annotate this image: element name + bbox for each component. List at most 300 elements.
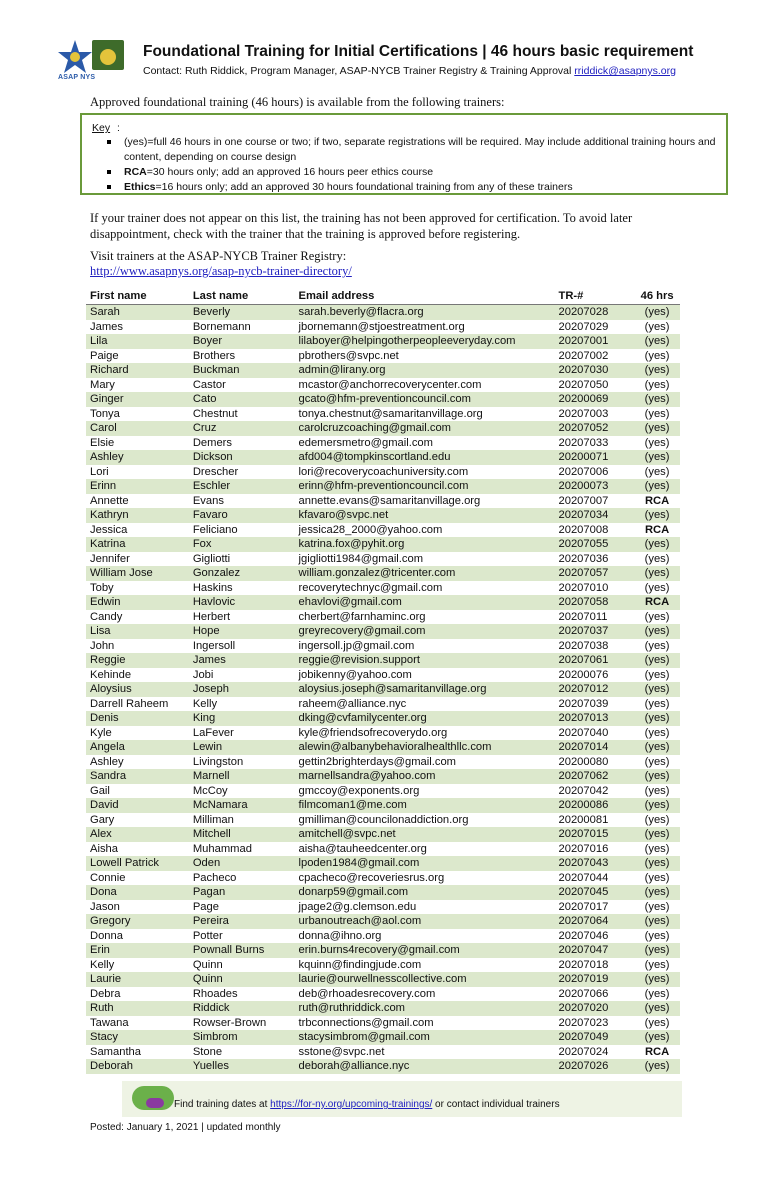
email-cell[interactable]: deb@rhoadesrecovery.com [298,987,436,1000]
first-name-cell: Tawana [90,1016,129,1029]
table-row [86,494,680,509]
last-name-cell: Evans [192,494,224,507]
email-cell[interactable]: alewin@albanybehavioralhealthllc.com [298,741,492,753]
first-name-cell: Erin [90,944,110,956]
hours-cell: (yes) [644,552,670,565]
table-row [86,769,680,784]
table-row [86,1016,680,1031]
email-cell[interactable]: deborah@alliance.nyc [298,1060,410,1072]
table-row [86,697,680,712]
first-name-cell: Sandra [90,770,127,782]
email-cell[interactable]: sstone@svpc.net [298,1045,385,1058]
tr-number-cell: 20207037 [558,625,609,637]
hours-cell: (yes) [644,697,670,710]
key-term: Ethics [124,181,156,193]
footer-banner [122,1081,682,1117]
first-name-cell: Donna [90,929,123,942]
registry-visit [90,249,352,279]
last-name-cell: Ingersoll [192,639,236,652]
last-name-cell: Cato [192,393,217,405]
star-logo-icon [56,38,94,76]
last-name-cell: Chestnut [192,407,238,420]
first-name-cell: Darrell Raheem [90,697,169,710]
hours-cell: (yes) [644,712,670,724]
first-name-cell: Jason [90,900,120,913]
table-row [86,1030,680,1045]
table-row [86,639,680,654]
hours-cell: (yes) [644,393,670,405]
last-name-cell: Bornemann [192,320,251,333]
first-name-cell: Ashley [90,755,124,768]
tr-number-cell: 20207013 [558,712,609,724]
tr-number-cell: 20207002 [558,349,609,362]
for-ny-logo-icon [132,1086,174,1110]
hours-cell: (yes) [644,958,670,971]
email-cell[interactable]: laurie@ourwellnesscollective.com [298,973,467,985]
last-name-cell: Havlovic [192,596,236,608]
hours-cell: (yes) [644,973,670,985]
email-cell[interactable]: aisha@tauheedcenter.org [298,842,427,855]
table-row [86,668,680,683]
table-row [86,624,680,639]
email-cell[interactable]: admin@lirany.org [298,364,386,376]
last-name-cell: Dickson [192,451,233,463]
table-row [86,479,680,494]
tr-number-cell: 20207062 [558,770,609,782]
last-name-cell: Beverly [192,306,231,318]
last-name-cell: Fox [192,538,212,550]
hours-cell: (yes) [644,422,670,434]
first-name-cell: James [90,320,123,333]
tr-number-cell: 20207034 [558,509,609,521]
last-name-cell: Yuelles [192,1060,229,1072]
hours-cell: (yes) [644,668,670,681]
tr-number-cell: 20207047 [558,944,609,956]
footer-text [174,1099,560,1110]
last-name-cell: Pereira [192,915,229,927]
last-name-cell: Boyer [192,335,223,347]
first-name-cell: Debra [90,987,121,1000]
table-row [86,784,680,799]
hours-cell: (yes) [644,436,670,449]
tr-number-cell: 20207014 [558,741,609,753]
first-name-cell: Angela [90,741,125,753]
last-name-cell: Buckman [192,364,240,376]
first-name-cell: Laurie [90,973,122,985]
email-cell[interactable]: lpoden1984@gmail.com [298,857,420,869]
first-name-cell: Lori [90,465,109,478]
last-name-cell: Quinn [192,973,223,985]
table-row [86,972,680,987]
tr-number-cell: 20207064 [558,915,609,927]
key-item-rca: RCA=30 hours only; add an approved 16 hours peer ethics course [124,165,724,180]
first-name-cell: Kyle [90,726,112,739]
tr-number-cell: 20207046 [558,929,609,942]
table-header-row [86,288,680,305]
email-cell[interactable]: donna@ihno.org [298,929,382,942]
hours-cell: (yes) [644,813,670,826]
tr-number-cell: 20200071 [558,451,609,463]
first-name-cell: Richard [90,364,129,376]
hours-cell: (yes) [644,465,670,478]
registry-visit-text: Visit trainers at the ASAP-NYCB Trainer Registry: [90,249,347,263]
tr-number-cell: 20200076 [558,668,609,681]
email-cell[interactable]: cpacheco@recoveriesrus.org [298,871,445,884]
table-row [86,566,680,581]
hours-cell: (yes) [644,828,670,840]
table-row [86,842,680,857]
hours-cell: (yes) [644,987,670,1000]
disclaimer-note: If your trainer does not appear on this list, the training has not been approved for certification. To avoid later disappointment, check with the trainer that the training is approved before registering. [90,211,633,241]
footer-suffix: or contact individual trainers [432,1099,560,1110]
table-row [86,436,680,451]
email-cell[interactable]: william.gonzalez@tricenter.com [298,567,456,579]
key-item-ethics: Ethics=16 hours only; add an approved 30 hours foundational training from any of these trainers [124,180,724,195]
first-name-cell: Sarah [90,306,120,318]
last-name-cell: Favaro [192,509,228,521]
tr-number-cell: 20207057 [558,567,609,579]
hours-cell: (yes) [644,625,670,637]
email-cell[interactable]: marnellsandra@yahoo.com [298,770,436,782]
table-row [86,813,680,828]
trainings-link[interactable]: https://for-ny.org/upcoming-trainings/ [270,1099,433,1110]
email-cell[interactable]: trbconnections@gmail.com [298,1016,434,1029]
first-name-cell: Reggie [90,654,126,666]
table-row [86,987,680,1002]
tr-number-cell: 20207061 [558,654,609,666]
logo-caption: ASAP NYS [58,74,96,81]
email-cell[interactable]: raheem@alliance.nyc [298,697,407,710]
tr-number-cell: 20207001 [558,335,609,347]
hours-cell: (yes) [644,335,670,347]
hours-cell: RCA [644,1045,670,1058]
table-row [86,421,680,436]
tr-number-cell: 20200080 [558,755,609,768]
table-row [86,610,680,625]
nys-seal-icon [92,40,124,70]
first-name-cell: Aisha [90,842,118,855]
email-cell[interactable]: aloysius.joseph@samaritanvillage.org [298,683,487,695]
hours-cell: (yes) [644,320,670,333]
footer-prefix: Find training dates at [174,1099,271,1110]
tr-number-cell: 20207030 [558,364,609,376]
hours-cell: RCA [644,523,670,536]
tr-number-cell: 20207012 [558,683,609,695]
first-name-cell: Kehinde [90,668,132,681]
table-row [86,349,680,364]
hours-cell: (yes) [644,349,670,362]
asap-logo [56,38,128,82]
email-cell[interactable]: ruth@ruthriddick.com [298,1002,405,1014]
last-name-cell: James [192,654,226,666]
table-row [86,537,680,552]
tr-number-cell: 20207050 [558,378,609,391]
tr-number-cell: 20207043 [558,857,609,869]
email-cell[interactable]: gettin2brighterdays@gmail.com [298,755,456,768]
key-item-yes: (yes)=full 46 hours in one course or two; if two, separate registrations will be required. May include additional training hours and content, depending on course design [124,135,724,165]
tr-number-cell: 20207003 [558,407,609,420]
trainer-table-body [86,305,680,1074]
registry-link[interactable]: http://www.asapnys.org/asap-nycb-trainer-directory/ [90,264,352,278]
first-name-cell: Jessica [90,523,128,536]
hours-cell: (yes) [644,857,670,869]
tr-number-cell: 20207020 [558,1002,609,1014]
last-name-cell: Castor [192,378,226,391]
table-row [86,320,680,335]
first-name-cell: Mary [90,378,115,391]
last-name-cell: Livingston [192,755,244,768]
last-name-cell: Jobi [192,668,214,681]
last-name-cell: Drescher [192,465,239,478]
email-cell[interactable]: pbrothers@svpc.net [298,349,399,362]
header-last-name: Last name [189,288,295,305]
first-name-cell: Stacy [90,1031,118,1043]
first-name-cell: Elsie [90,436,115,449]
last-name-cell: Gigliotti [192,552,231,565]
email-cell[interactable]: annette.evans@samaritanvillage.org [298,494,481,507]
tr-number-cell: 20200086 [558,799,609,811]
email-cell[interactable]: jpage2@g.clemson.edu [298,900,417,913]
first-name-cell: Samantha [90,1045,141,1058]
email-cell[interactable]: cherbert@farnhaminc.org [298,610,426,623]
last-name-cell: Rowser-Brown [192,1016,267,1029]
email-cell[interactable]: jessica28_2000@yahoo.com [298,523,443,536]
last-name-cell: Marnell [192,770,230,782]
first-name-cell: Gary [90,813,115,826]
table-row [86,334,680,349]
email-cell[interactable]: lori@recoverycoachuniversity.com [298,465,469,478]
intro-text: Approved foundational training (46 hours) is available from the following trainers: [90,95,505,109]
table-row [86,885,680,900]
hours-cell: (yes) [644,900,670,913]
last-name-cell: Pownall Burns [192,944,265,956]
tr-number-cell: 20207029 [558,320,609,333]
trainer-table [86,288,680,1074]
table-row [86,929,680,944]
tr-number-cell: 20207024 [558,1045,609,1058]
last-name-cell: Rhoades [192,987,238,1000]
hours-cell: (yes) [644,842,670,855]
hours-cell: RCA [644,494,670,507]
hours-cell: (yes) [644,364,670,376]
header-first-name: First name [86,288,189,305]
last-name-cell: Quinn [192,958,223,971]
hours-cell: (yes) [644,915,670,927]
email-cell[interactable]: gmccoy@exponents.org [298,784,420,797]
first-name-cell: Denis [90,712,119,724]
first-name-cell: Ashley [90,451,124,463]
tr-number-cell: 20207015 [558,828,609,840]
first-name-cell: Aloysius [90,683,132,695]
first-name-cell: Lowell Patrick [90,857,160,869]
hours-cell: (yes) [644,610,670,623]
last-name-cell: Haskins [192,581,233,594]
first-name-cell: Carol [90,422,117,434]
table-row [86,1001,680,1016]
email-cell[interactable]: lilaboyer@helpingotherpeopleeveryday.com [298,335,516,347]
last-name-cell: Joseph [192,683,229,695]
table-row [86,755,680,770]
email-cell[interactable]: amitchell@svpc.net [298,828,396,840]
last-name-cell: Riddick [192,1002,230,1014]
table-row [86,871,680,886]
last-name-cell: Demers [192,436,233,449]
email-cell[interactable]: reggie@revision.support [298,654,420,666]
first-name-cell: Deborah [90,1060,133,1072]
tr-number-cell: 20207026 [558,1060,609,1072]
email-cell[interactable]: erinn@hfm-preventioncouncil.com [298,480,469,492]
hours-cell: (yes) [644,407,670,420]
first-name-cell: Jennifer [90,552,130,565]
table-row [86,595,680,610]
header-email: Email address [295,288,555,305]
table-row [86,653,680,668]
first-name-cell: Paige [90,349,119,362]
table-row [86,943,680,958]
hours-cell: (yes) [644,538,670,550]
email-cell[interactable]: donarp59@gmail.com [298,886,409,898]
last-name-cell: Cruz [192,422,217,434]
tr-number-cell: 20207058 [558,596,609,608]
hours-cell: (yes) [644,944,670,956]
table-row [86,740,680,755]
email-cell[interactable]: recoverytechnyc@gmail.com [298,581,443,594]
table-row [86,407,680,422]
last-name-cell: Gonzalez [192,567,241,579]
last-name-cell: Pacheco [192,871,237,884]
email-cell[interactable]: sarah.beverly@flacra.org [298,306,424,318]
hours-cell: (yes) [644,567,670,579]
last-name-cell: Potter [192,929,223,942]
last-name-cell: McCoy [192,784,228,797]
first-name-cell: Gail [90,784,110,797]
email-cell[interactable]: dking@cvfamilycenter.org [298,712,427,724]
table-row [86,711,680,726]
email-cell[interactable]: kfavaro@svpc.net [298,509,389,521]
email-cell[interactable]: ehavlovi@gmail.com [298,596,402,608]
tr-number-cell: 20200069 [558,393,609,405]
tr-number-cell: 20207016 [558,842,609,855]
table-row [86,363,680,378]
header-46-hrs: 46 hrs [630,288,680,305]
last-name-cell: Pagan [192,886,226,898]
last-name-cell: Stone [192,1045,223,1058]
tr-number-cell: 20207017 [558,900,609,913]
last-name-cell: Herbert [192,610,231,623]
email-cell[interactable]: erin.burns4recovery@gmail.com [298,944,460,956]
email-cell[interactable]: jbornemann@stjoestreatment.org [298,320,465,333]
hours-cell: (yes) [644,886,670,898]
email-cell[interactable]: edemersmetro@gmail.com [298,436,433,449]
first-name-cell: Candy [90,610,123,623]
hours-cell: (yes) [644,784,670,797]
hours-cell: (yes) [644,1016,670,1029]
hours-cell: (yes) [644,929,670,942]
email-cell[interactable]: filmcoman1@me.com [298,799,407,811]
table-row [86,914,680,929]
table-row [86,305,680,320]
tr-number-cell: 20207008 [558,523,609,536]
hours-cell: RCA [644,596,670,608]
first-name-cell: Alex [90,828,112,840]
contact-line [143,65,676,77]
email-cell[interactable]: gmilliman@councilonaddiction.org [298,813,469,826]
table-row [86,1045,680,1060]
email-cell[interactable]: urbanoutreach@aol.com [298,915,422,927]
tr-number-cell: 20200073 [558,480,609,492]
table-row [86,827,680,842]
first-name-cell: David [90,799,119,811]
email-cell[interactable]: kyle@friendsofrecoverydo.org [298,726,448,739]
first-name-cell: Ginger [90,393,124,405]
tr-number-cell: 20207039 [558,697,609,710]
email-cell[interactable]: ingersoll.jp@gmail.com [298,639,415,652]
tr-number-cell: 20207028 [558,306,609,318]
table-row [86,682,680,697]
tr-number-cell: 20207023 [558,1016,609,1029]
first-name-cell: Gregory [90,915,131,927]
last-name-cell: Oden [192,857,221,869]
hours-cell: (yes) [644,871,670,884]
tr-number-cell: 20207007 [558,494,609,507]
hours-cell: (yes) [644,306,670,318]
first-name-cell: Connie [90,871,126,884]
table-row [86,465,680,480]
key-term: RCA [124,166,147,178]
first-name-cell: Tonya [90,407,120,420]
tr-number-cell: 20207006 [558,465,609,478]
email-cell[interactable]: gcato@hfm-preventioncouncil.com [298,393,471,405]
email-cell[interactable]: jobikenny@yahoo.com [298,668,412,681]
table-row [86,378,680,393]
last-name-cell: Page [192,900,219,913]
email-cell[interactable]: tonya.chestnut@samaritanvillage.org [298,407,483,420]
first-name-cell: Annette [90,494,129,507]
table-row [86,726,680,741]
tr-number-cell: 20207038 [558,639,609,652]
hours-cell: (yes) [644,509,670,521]
last-name-cell: Mitchell [192,828,231,840]
first-name-cell: Katrina [90,538,126,550]
table-row [86,552,680,567]
email-cell[interactable]: stacysimbrom@gmail.com [298,1031,430,1043]
email-cell[interactable]: mcastor@anchorrecoverycenter.com [298,378,482,391]
header-tr-number: TR-# [555,288,631,305]
key-box [80,113,728,195]
first-name-cell: Toby [90,581,114,594]
tr-number-cell: 20207033 [558,436,609,449]
email-cell[interactable]: greyrecovery@gmail.com [298,625,426,637]
table-row [86,856,680,871]
last-name-cell: Eschler [192,480,231,492]
email-cell[interactable]: afd004@tompkinscortland.edu [298,451,451,463]
tr-number-cell: 20207040 [558,726,609,739]
last-name-cell: LaFever [192,726,234,739]
last-name-cell: King [192,712,216,724]
last-name-cell: Simbrom [192,1031,238,1043]
contact-email-link[interactable]: rriddick@asapnys.org [574,65,676,77]
email-cell[interactable]: katrina.fox@pyhit.org [298,538,405,550]
email-cell[interactable]: jgigliotti1984@gmail.com [298,552,424,565]
email-cell[interactable]: kquinn@findingjude.com [298,958,422,971]
tr-number-cell: 20207044 [558,871,609,884]
tr-number-cell: 20207011 [558,610,608,623]
hours-cell: (yes) [644,639,670,652]
hours-cell: (yes) [644,581,670,594]
first-name-cell: Edwin [90,596,121,608]
tr-number-cell: 20207018 [558,958,609,971]
email-cell[interactable]: carolcruzcoaching@gmail.com [298,422,452,434]
